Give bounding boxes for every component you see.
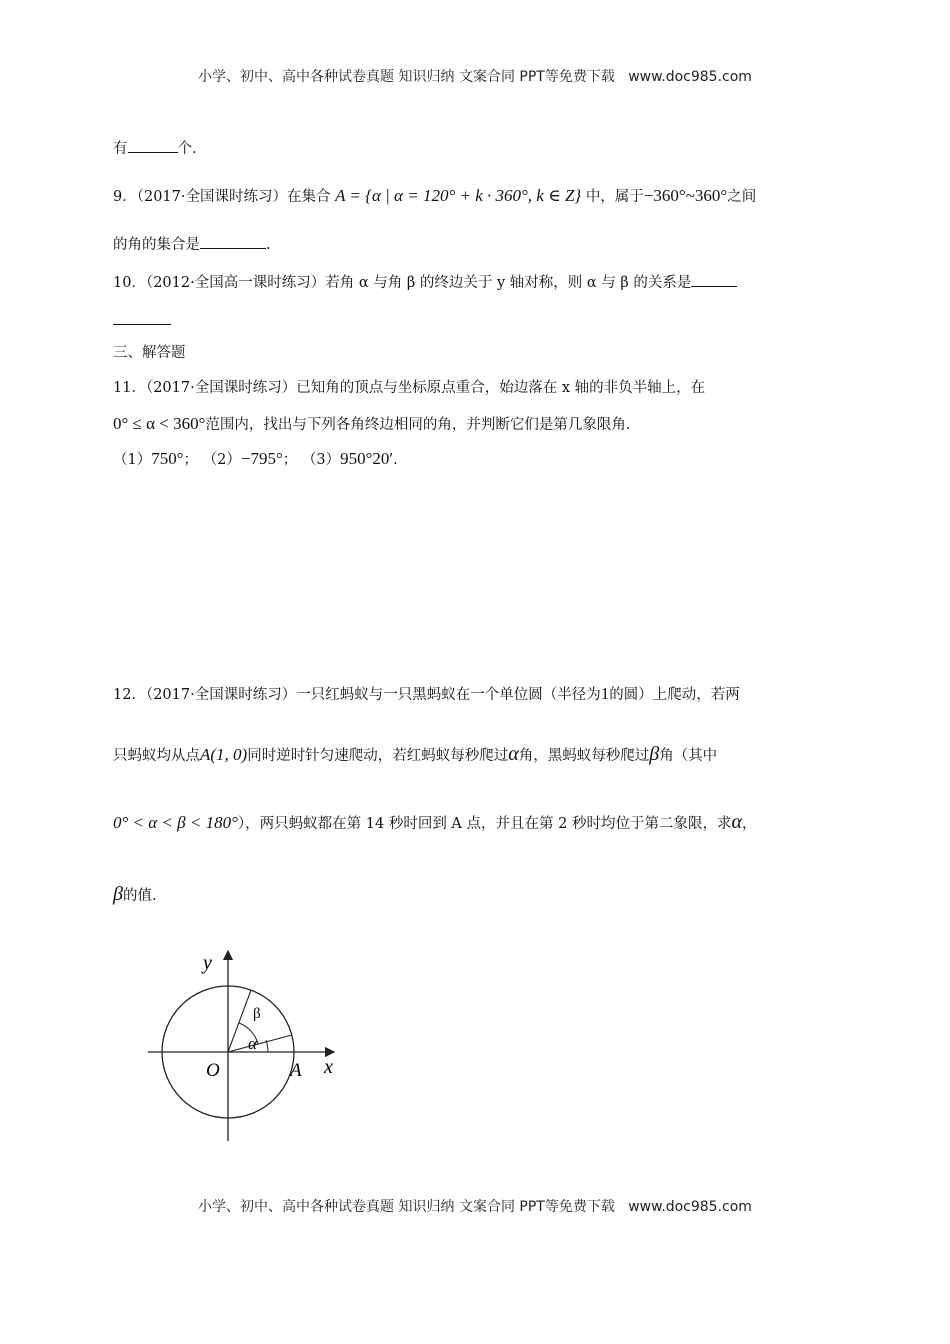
q11-number: 11． — [113, 380, 146, 396]
q12-beta: β — [649, 743, 660, 765]
q11-line1 — [113, 378, 705, 398]
q11-item1-value: 750° — [151, 449, 184, 468]
q8-post: 个. — [177, 141, 197, 157]
q12-l1a: 一只红蚂蚁与一只黑蚂蚁在一个单位圆（半径为 — [296, 687, 601, 703]
footer-url: www.doc985.com — [628, 1199, 752, 1215]
q11-item3-label: （3） — [301, 452, 341, 468]
q9-set-formula: A = {α | α = 120° + k · 360°, k ∈ Z} — [335, 186, 582, 205]
q12-l1b: 的圆）上爬动，若两 — [609, 687, 740, 703]
q10-blank — [691, 272, 737, 287]
q9-line2 — [113, 234, 271, 255]
q11-item2-label: （2） — [202, 452, 241, 468]
q11-item3-sep: . — [393, 452, 398, 468]
q9-end: . — [266, 237, 271, 253]
beta-label: β — [253, 1006, 261, 1022]
q9-number: 9． — [113, 189, 137, 205]
alpha-ray — [228, 1035, 292, 1052]
q10-line1 — [113, 272, 737, 293]
q8-blank — [128, 138, 178, 153]
q11-item1-sep: ； — [183, 452, 199, 468]
q12-beta-2: β — [113, 883, 123, 905]
q11-item1-label: （1） — [113, 452, 152, 468]
q12-alpha: α — [508, 743, 519, 765]
q12-line1 — [113, 684, 740, 705]
header-url: www.doc985.com — [628, 69, 752, 85]
q12-source: （2017·全国课时练习） — [145, 687, 297, 703]
q12-alpha-2: α — [731, 811, 742, 833]
q10-text: 若角 α 与角 β 的终边关于 y 轴对称，则 α 与 β 的关系是 — [325, 275, 692, 291]
section-heading: 三、解答题 — [113, 345, 186, 361]
q12-line4 — [113, 884, 157, 906]
q12-line3 — [113, 812, 756, 834]
q11-item3-value: 950°20′ — [340, 449, 394, 468]
q12-point-a: A(1, 0) — [200, 745, 248, 764]
alpha-label: α — [248, 1034, 257, 1053]
q12-l3b: ， — [741, 816, 757, 832]
x-label: x — [324, 1056, 333, 1078]
q11-range: 0° ≤ α < 360° — [113, 414, 206, 433]
point-a-label: A — [290, 1060, 302, 1081]
q9-line2-text: 的角的集合是 — [113, 237, 200, 253]
q8-tail — [113, 138, 197, 159]
q11-text2: 范围内，找出与下列各角终边相同的角，并判断它们是第几象限角. — [205, 417, 631, 433]
q11-line2 — [113, 414, 631, 435]
q12-line2 — [113, 744, 717, 766]
q12-number: 12． — [113, 687, 146, 703]
q12-condition: 0° < α < β < 180° — [113, 813, 238, 832]
q9-pre: 在集合 — [287, 189, 331, 205]
q9-range: −360°~360° — [643, 186, 728, 205]
q11-text: 已知角的顶点与坐标原点重合，始边落在 x 轴的非负半轴上，在 — [296, 380, 706, 396]
unit-circle-diagram — [140, 945, 350, 1145]
q11-item2-value: −795° — [240, 449, 283, 468]
q11-item2-sep: ； — [282, 452, 298, 468]
q11-items — [113, 449, 398, 470]
q9-post: 之间 — [727, 189, 757, 205]
q12-l3a: ），两只蚂蚁都在第 14 秒时回到 A 点，并且在第 2 秒时均位于第二象限，求 — [237, 816, 732, 832]
q9-line1 — [113, 186, 756, 207]
q9-blank — [200, 234, 266, 249]
footer-text: 小学、初中、高中各种试卷真题 知识归纳 文案合同 PPT等免费下载 — [198, 1199, 615, 1215]
q12-one: 1 — [600, 684, 610, 703]
q12-l2a: 只蚂蚁均从点 — [113, 748, 200, 764]
q12-l2c: 角，黑蚂蚁每秒爬过 — [518, 748, 650, 764]
header-text: 小学、初中、高中各种试卷真题 知识归纳 文案合同 PPT等免费下载 — [198, 69, 615, 85]
q10-number: 10． — [113, 275, 146, 291]
q9-source: （2017·全国课时练习） — [136, 189, 287, 205]
q12-l2b: 同时逆时针匀速爬动，若红蚂蚁每秒爬过 — [247, 748, 509, 764]
page-header — [0, 66, 950, 86]
q11-source: （2017·全国课时练习） — [145, 380, 297, 396]
origin-label: O — [206, 1060, 220, 1081]
q9-mid: 中，属于 — [585, 189, 644, 205]
q8-pre: 有 — [113, 141, 128, 157]
page-footer — [0, 1196, 950, 1216]
y-label: y — [203, 952, 212, 974]
q10-source: （2012·全国高一课时练习） — [145, 275, 326, 291]
q10-blank-line2 — [113, 324, 171, 325]
q12-l4: 的值. — [122, 888, 157, 904]
q12-l2d: 角（其中 — [659, 748, 718, 764]
